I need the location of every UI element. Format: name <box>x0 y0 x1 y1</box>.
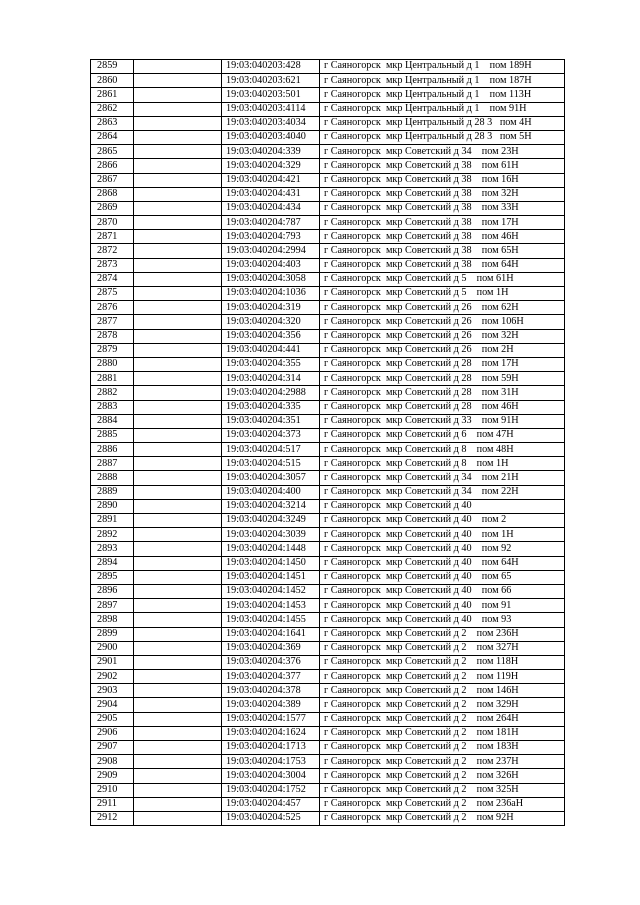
empty-cell <box>134 258 222 272</box>
table-row <box>91 400 565 414</box>
table-row <box>91 287 565 301</box>
row-number-cell: 2909 <box>91 769 134 783</box>
cadastral-number-cell: 19:03:040204:314 <box>222 372 320 386</box>
cadastral-number-cell: 19:03:040204:421 <box>222 173 320 187</box>
row-number-cell: 2905 <box>91 712 134 726</box>
address-cell: г Саяногорск мкр Советский д 40 <box>320 499 565 513</box>
cadastral-number-cell: 19:03:040203:501 <box>222 88 320 102</box>
address-cell: г Саяногорск мкр Советский д 28 пом 59Н <box>320 372 565 386</box>
row-number-cell: 2878 <box>91 329 134 343</box>
cadastral-number-cell: 19:03:040204:1450 <box>222 556 320 570</box>
table-row <box>91 201 565 215</box>
row-number-cell: 2893 <box>91 542 134 556</box>
registry-table <box>90 59 565 826</box>
empty-cell <box>134 528 222 542</box>
address-cell: г Саяногорск мкр Советский д 5 пом 1Н <box>320 287 565 301</box>
row-number-cell: 2885 <box>91 428 134 442</box>
row-number-cell: 2912 <box>91 811 134 825</box>
table-row <box>91 173 565 187</box>
cadastral-number-cell: 19:03:040204:319 <box>222 301 320 315</box>
table-row <box>91 613 565 627</box>
row-number-cell: 2896 <box>91 584 134 598</box>
cadastral-number-cell: 19:03:040204:1455 <box>222 613 320 627</box>
table-row <box>91 329 565 343</box>
table-row <box>91 641 565 655</box>
cadastral-number-cell: 19:03:040204:3214 <box>222 499 320 513</box>
cadastral-number-cell: 19:03:040204:377 <box>222 670 320 684</box>
address-cell: г Саяногорск мкр Советский д 38 пом 64Н <box>320 258 565 272</box>
row-number-cell: 2876 <box>91 301 134 315</box>
table-row <box>91 258 565 272</box>
address-cell: г Саяногорск мкр Советский д 2 пом 237Н <box>320 755 565 769</box>
table-row <box>91 102 565 116</box>
row-number-cell: 2871 <box>91 230 134 244</box>
cadastral-number-cell: 19:03:040204:2994 <box>222 244 320 258</box>
empty-cell <box>134 60 222 74</box>
row-number-cell: 2868 <box>91 187 134 201</box>
table-row <box>91 556 565 570</box>
cadastral-number-cell: 19:03:040204:3249 <box>222 514 320 528</box>
table-row <box>91 712 565 726</box>
row-number-cell: 2867 <box>91 173 134 187</box>
address-cell: г Саяногорск мкр Советский д 2 пом 236аН <box>320 797 565 811</box>
cadastral-number-cell: 19:03:040204:1713 <box>222 741 320 755</box>
address-cell: г Саяногорск мкр Советский д 38 пом 65Н <box>320 244 565 258</box>
empty-cell <box>134 471 222 485</box>
address-cell: г Саяногорск мкр Советский д 28 пом 31Н <box>320 386 565 400</box>
row-number-cell: 2882 <box>91 386 134 400</box>
table-row <box>91 301 565 315</box>
empty-cell <box>134 698 222 712</box>
row-number-cell: 2886 <box>91 443 134 457</box>
empty-cell <box>134 173 222 187</box>
table-row <box>91 457 565 471</box>
row-number-cell: 2887 <box>91 457 134 471</box>
empty-cell <box>134 741 222 755</box>
cadastral-number-cell: 19:03:040204:457 <box>222 797 320 811</box>
cadastral-number-cell: 19:03:040204:1753 <box>222 755 320 769</box>
address-cell: г Саяногорск мкр Советский д 34 пом 22Н <box>320 485 565 499</box>
table-row <box>91 741 565 755</box>
row-number-cell: 2859 <box>91 60 134 74</box>
address-cell: г Саяногорск мкр Советский д 40 пом 91 <box>320 599 565 613</box>
table-row <box>91 272 565 286</box>
cadastral-number-cell: 19:03:040204:441 <box>222 343 320 357</box>
address-cell: г Саяногорск мкр Советский д 33 пом 91Н <box>320 414 565 428</box>
cadastral-number-cell: 19:03:040204:335 <box>222 400 320 414</box>
table-row <box>91 216 565 230</box>
empty-cell <box>134 343 222 357</box>
row-number-cell: 2864 <box>91 130 134 144</box>
cadastral-number-cell: 19:03:040204:1036 <box>222 287 320 301</box>
table-row <box>91 443 565 457</box>
row-number-cell: 2873 <box>91 258 134 272</box>
table-row <box>91 244 565 258</box>
table-row <box>91 599 565 613</box>
empty-cell <box>134 116 222 130</box>
empty-cell <box>134 613 222 627</box>
row-number-cell: 2891 <box>91 514 134 528</box>
cadastral-number-cell: 19:03:040204:356 <box>222 329 320 343</box>
row-number-cell: 2889 <box>91 485 134 499</box>
empty-cell <box>134 130 222 144</box>
address-cell: г Саяногорск мкр Советский д 26 пом 62Н <box>320 301 565 315</box>
empty-cell <box>134 670 222 684</box>
table-row <box>91 570 565 584</box>
cadastral-number-cell: 19:03:040204:373 <box>222 428 320 442</box>
table-row <box>91 584 565 598</box>
cadastral-number-cell: 19:03:040203:4114 <box>222 102 320 116</box>
cadastral-number-cell: 19:03:040203:4040 <box>222 130 320 144</box>
address-cell: г Саяногорск мкр Советский д 40 пом 2 <box>320 514 565 528</box>
row-number-cell: 2875 <box>91 287 134 301</box>
empty-cell <box>134 230 222 244</box>
empty-cell <box>134 372 222 386</box>
row-number-cell: 2904 <box>91 698 134 712</box>
address-cell: г Саяногорск мкр Советский д 2 пом 264Н <box>320 712 565 726</box>
address-cell: г Саяногорск мкр Советский д 26 пом 106Н <box>320 315 565 329</box>
table-row <box>91 130 565 144</box>
empty-cell <box>134 287 222 301</box>
cadastral-number-cell: 19:03:040204:351 <box>222 414 320 428</box>
empty-cell <box>134 726 222 740</box>
cadastral-number-cell: 19:03:040204:1641 <box>222 627 320 641</box>
cadastral-number-cell: 19:03:040204:2988 <box>222 386 320 400</box>
address-cell: г Саяногорск мкр Советский д 2 пом 329Н <box>320 698 565 712</box>
address-cell: г Саяногорск мкр Советский д 6 пом 47Н <box>320 428 565 442</box>
empty-cell <box>134 457 222 471</box>
row-number-cell: 2880 <box>91 357 134 371</box>
cadastral-number-cell: 19:03:040203:621 <box>222 74 320 88</box>
cadastral-number-cell: 19:03:040203:4034 <box>222 116 320 130</box>
empty-cell <box>134 88 222 102</box>
empty-cell <box>134 769 222 783</box>
address-cell: г Саяногорск мкр Советский д 2 пом 183Н <box>320 741 565 755</box>
address-cell: г Саяногорск мкр Советский д 2 пом 236Н <box>320 627 565 641</box>
empty-cell <box>134 357 222 371</box>
address-cell: г Саяногорск мкр Советский д 2 пом 146Н <box>320 684 565 698</box>
table-row <box>91 414 565 428</box>
cadastral-number-cell: 19:03:040204:389 <box>222 698 320 712</box>
cadastral-number-cell: 19:03:040204:1577 <box>222 712 320 726</box>
table-row <box>91 386 565 400</box>
address-cell: г Саяногорск мкр Советский д 2 пом 327Н <box>320 641 565 655</box>
cadastral-number-cell: 19:03:040204:3057 <box>222 471 320 485</box>
cadastral-number-cell: 19:03:040204:517 <box>222 443 320 457</box>
table-row <box>91 88 565 102</box>
table-row <box>91 769 565 783</box>
table-row <box>91 514 565 528</box>
row-number-cell: 2902 <box>91 670 134 684</box>
empty-cell <box>134 400 222 414</box>
cadastral-number-cell: 19:03:040204:376 <box>222 655 320 669</box>
address-cell: г Саяногорск мкр Советский д 2 пом 119Н <box>320 670 565 684</box>
row-number-cell: 2907 <box>91 741 134 755</box>
empty-cell <box>134 272 222 286</box>
registry-table-body <box>91 60 565 826</box>
empty-cell <box>134 797 222 811</box>
table-row <box>91 159 565 173</box>
address-cell: г Саяногорск мкр Центральный д 28 3 пом 4Н <box>320 116 565 130</box>
empty-cell <box>134 145 222 159</box>
table-row <box>91 343 565 357</box>
table-row <box>91 698 565 712</box>
table-row <box>91 74 565 88</box>
address-cell: г Саяногорск мкр Центральный д 28 3 пом 5Н <box>320 130 565 144</box>
row-number-cell: 2884 <box>91 414 134 428</box>
row-number-cell: 2911 <box>91 797 134 811</box>
cadastral-number-cell: 19:03:040204:3058 <box>222 272 320 286</box>
row-number-cell: 2861 <box>91 88 134 102</box>
row-number-cell: 2895 <box>91 570 134 584</box>
empty-cell <box>134 315 222 329</box>
cadastral-number-cell: 19:03:040204:525 <box>222 811 320 825</box>
empty-cell <box>134 428 222 442</box>
address-cell: г Саяногорск мкр Советский д 38 пом 17Н <box>320 216 565 230</box>
empty-cell <box>134 599 222 613</box>
empty-cell <box>134 485 222 499</box>
cadastral-number-cell: 19:03:040204:793 <box>222 230 320 244</box>
cadastral-number-cell: 19:03:040204:1448 <box>222 542 320 556</box>
row-number-cell: 2874 <box>91 272 134 286</box>
address-cell: г Саяногорск мкр Центральный д 1 пом 113Н <box>320 88 565 102</box>
cadastral-number-cell: 19:03:040204:1752 <box>222 783 320 797</box>
empty-cell <box>134 74 222 88</box>
row-number-cell: 2900 <box>91 641 134 655</box>
table-row <box>91 783 565 797</box>
table-row <box>91 684 565 698</box>
row-number-cell: 2869 <box>91 201 134 215</box>
cadastral-number-cell: 19:03:040204:1452 <box>222 584 320 598</box>
address-cell: г Саяногорск мкр Советский д 2 пом 181Н <box>320 726 565 740</box>
table-row <box>91 372 565 386</box>
cadastral-number-cell: 19:03:040203:428 <box>222 60 320 74</box>
empty-cell <box>134 244 222 258</box>
cadastral-number-cell: 19:03:040204:787 <box>222 216 320 230</box>
empty-cell <box>134 201 222 215</box>
table-row <box>91 528 565 542</box>
table-row <box>91 670 565 684</box>
cadastral-number-cell: 19:03:040204:3039 <box>222 528 320 542</box>
row-number-cell: 2906 <box>91 726 134 740</box>
row-number-cell: 2860 <box>91 74 134 88</box>
address-cell: г Саяногорск мкр Советский д 26 пом 2Н <box>320 343 565 357</box>
cadastral-number-cell: 19:03:040204:329 <box>222 159 320 173</box>
empty-cell <box>134 443 222 457</box>
cadastral-number-cell: 19:03:040204:3004 <box>222 769 320 783</box>
empty-cell <box>134 414 222 428</box>
empty-cell <box>134 102 222 116</box>
cadastral-number-cell: 19:03:040204:403 <box>222 258 320 272</box>
address-cell: г Саяногорск мкр Советский д 26 пом 32Н <box>320 329 565 343</box>
row-number-cell: 2903 <box>91 684 134 698</box>
empty-cell <box>134 627 222 641</box>
empty-cell <box>134 514 222 528</box>
cadastral-number-cell: 19:03:040204:434 <box>222 201 320 215</box>
table-row <box>91 471 565 485</box>
table-row <box>91 116 565 130</box>
empty-cell <box>134 301 222 315</box>
empty-cell <box>134 386 222 400</box>
address-cell: г Саяногорск мкр Советский д 5 пом 61Н <box>320 272 565 286</box>
address-cell: г Саяногорск мкр Советский д 28 пом 46Н <box>320 400 565 414</box>
table-row <box>91 485 565 499</box>
cadastral-number-cell: 19:03:040204:515 <box>222 457 320 471</box>
address-cell: г Саяногорск мкр Советский д 40 пом 93 <box>320 613 565 627</box>
table-row <box>91 627 565 641</box>
row-number-cell: 2892 <box>91 528 134 542</box>
address-cell: г Саяногорск мкр Советский д 38 пом 16Н <box>320 173 565 187</box>
row-number-cell: 2897 <box>91 599 134 613</box>
empty-cell <box>134 556 222 570</box>
address-cell: г Саяногорск мкр Советский д 8 пом 1Н <box>320 457 565 471</box>
table-row <box>91 315 565 329</box>
cadastral-number-cell: 19:03:040204:1453 <box>222 599 320 613</box>
empty-cell <box>134 187 222 201</box>
table-row <box>91 230 565 244</box>
cadastral-number-cell: 19:03:040204:378 <box>222 684 320 698</box>
address-cell: г Саяногорск мкр Советский д 40 пом 66 <box>320 584 565 598</box>
address-cell: г Саяногорск мкр Советский д 2 пом 118Н <box>320 655 565 669</box>
table-row <box>91 357 565 371</box>
empty-cell <box>134 584 222 598</box>
row-number-cell: 2877 <box>91 315 134 329</box>
row-number-cell: 2866 <box>91 159 134 173</box>
cadastral-number-cell: 19:03:040204:355 <box>222 357 320 371</box>
cadastral-number-cell: 19:03:040204:1451 <box>222 570 320 584</box>
address-cell: г Саяногорск мкр Советский д 40 пом 1Н <box>320 528 565 542</box>
cadastral-number-cell: 19:03:040204:400 <box>222 485 320 499</box>
row-number-cell: 2901 <box>91 655 134 669</box>
cadastral-number-cell: 19:03:040204:369 <box>222 641 320 655</box>
table-row <box>91 797 565 811</box>
address-cell: г Саяногорск мкр Центральный д 1 пом 91Н <box>320 102 565 116</box>
address-cell: г Саяногорск мкр Советский д 28 пом 17Н <box>320 357 565 371</box>
address-cell: г Саяногорск мкр Советский д 40 пом 92 <box>320 542 565 556</box>
address-cell: г Саяногорск мкр Советский д 34 пом 23Н <box>320 145 565 159</box>
empty-cell <box>134 811 222 825</box>
address-cell: г Саяногорск мкр Советский д 2 пом 92Н <box>320 811 565 825</box>
table-row <box>91 145 565 159</box>
row-number-cell: 2888 <box>91 471 134 485</box>
address-cell: г Саяногорск мкр Советский д 38 пом 46Н <box>320 230 565 244</box>
address-cell: г Саяногорск мкр Советский д 38 пом 33Н <box>320 201 565 215</box>
empty-cell <box>134 641 222 655</box>
table-row <box>91 542 565 556</box>
empty-cell <box>134 329 222 343</box>
empty-cell <box>134 159 222 173</box>
empty-cell <box>134 542 222 556</box>
row-number-cell: 2890 <box>91 499 134 513</box>
row-number-cell: 2863 <box>91 116 134 130</box>
address-cell: г Саяногорск мкр Советский д 40 пом 64Н <box>320 556 565 570</box>
cadastral-number-cell: 19:03:040204:339 <box>222 145 320 159</box>
row-number-cell: 2865 <box>91 145 134 159</box>
row-number-cell: 2872 <box>91 244 134 258</box>
address-cell: г Саяногорск мкр Советский д 38 пом 61Н <box>320 159 565 173</box>
row-number-cell: 2898 <box>91 613 134 627</box>
row-number-cell: 2899 <box>91 627 134 641</box>
table-row <box>91 428 565 442</box>
empty-cell <box>134 499 222 513</box>
cadastral-number-cell: 19:03:040204:320 <box>222 315 320 329</box>
address-cell: г Саяногорск мкр Центральный д 1 пом 189Н <box>320 60 565 74</box>
address-cell: г Саяногорск мкр Советский д 34 пом 21Н <box>320 471 565 485</box>
address-cell: г Саяногорск мкр Советский д 40 пом 65 <box>320 570 565 584</box>
address-cell: г Саяногорск мкр Советский д 38 пом 32Н <box>320 187 565 201</box>
address-cell: г Саяногорск мкр Советский д 2 пом 326Н <box>320 769 565 783</box>
row-number-cell: 2908 <box>91 755 134 769</box>
table-row <box>91 726 565 740</box>
table-row <box>91 755 565 769</box>
table-row <box>91 655 565 669</box>
row-number-cell: 2910 <box>91 783 134 797</box>
row-number-cell: 2879 <box>91 343 134 357</box>
empty-cell <box>134 755 222 769</box>
address-cell: г Саяногорск мкр Центральный д 1 пом 187Н <box>320 74 565 88</box>
table-row <box>91 60 565 74</box>
row-number-cell: 2883 <box>91 400 134 414</box>
table-row <box>91 187 565 201</box>
empty-cell <box>134 712 222 726</box>
empty-cell <box>134 570 222 584</box>
empty-cell <box>134 216 222 230</box>
row-number-cell: 2862 <box>91 102 134 116</box>
empty-cell <box>134 684 222 698</box>
cadastral-number-cell: 19:03:040204:1624 <box>222 726 320 740</box>
empty-cell <box>134 783 222 797</box>
address-cell: г Саяногорск мкр Советский д 8 пом 48Н <box>320 443 565 457</box>
row-number-cell: 2894 <box>91 556 134 570</box>
empty-cell <box>134 655 222 669</box>
table-row <box>91 499 565 513</box>
cadastral-number-cell: 19:03:040204:431 <box>222 187 320 201</box>
table-row <box>91 811 565 825</box>
row-number-cell: 2881 <box>91 372 134 386</box>
address-cell: г Саяногорск мкр Советский д 2 пом 325Н <box>320 783 565 797</box>
row-number-cell: 2870 <box>91 216 134 230</box>
